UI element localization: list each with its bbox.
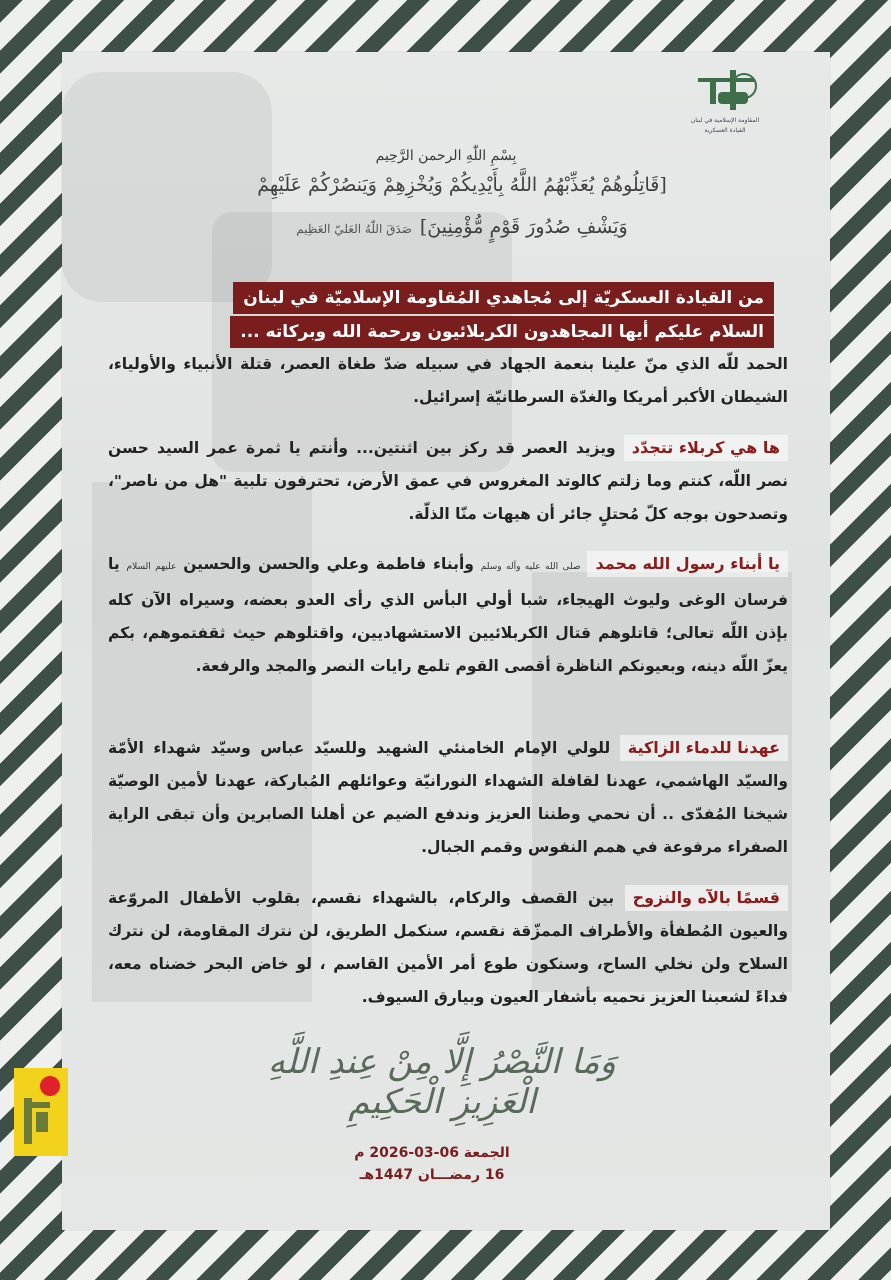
basmala: بِسْمِ اللّٰهِ الرحمن الرَّحِيم [375,148,517,164]
date-block [322,1142,542,1186]
blessing-prophet: صلى الله عليه وآله وسلم [480,562,581,572]
paragraph-praise: الحمد للّه الذي منّ علينا بنعمة الجهاد في سبيله ضدّ طغاة العصر، قتلة الأنبياء والأولياء، الشيطان الأكبر أمريكا والغدّة السرطانيّة إسرائيل. [108,355,788,406]
paragraph-oath-text: بين القصف والركام، بالشهداء نقسم، بقلوب الأطفال المروّعة والعيون المُطفأة والأطراف الممزّقة نقسم، سنكمل الطريق، لن نترك المقاومة، لن نترك السلاح ولن نخلي الساح، وسنكون طوع أمر الأمين القاسم ، لو خاض البحر خضناه معه، فداءً لشعبنا العزيز نحميه بأشفار العيون وبيارق السيوف. [108,889,788,1006]
gregorian-date: الجمعة 06-03-2026 م [354,1145,510,1161]
paragraph-karbala-text: ويزيد العصر قد ركز بين اثنتين... وأنتم يا ثمرة عمر السيد حسن نصر اللّه، كنتم وما زلتم كالوتد المغروس في عمق الأرض، تحترفون تلبية "هل من ناصر"، وتصدحون بوجه كلّ مُحتلٍ جائر أن هيهات منّا الذلّة. [108,439,788,523]
highlight-sons: يا أبناء رسول الله محمد [587,551,788,577]
logo-caption-1: المقاومة الإسلامية في لبنان [690,117,760,124]
verse-line-1: [قَاتِلُوهُمْ يُعَذِّبْهُمُ اللَّهُ بِأَيْدِيكُمْ وَيُخْزِهِمْ وَيَنصُرْكُمْ عَلَيْهِمْ [257,174,667,196]
paragraph-sons-text-1: وأبناء فاطمة وعلي والحسن والحسين [176,555,481,573]
paragraph-karbala [108,432,788,531]
statement-document [62,52,830,1230]
paragraph-sons-text-2: يا فرسان الوغى وليوث الهيجاء، شبا أولي البأس الذي رأى العدو بعضه، وسيراه الآن كله بإذن اللّه تعالى؛ قاتلوهم قتال الكربلائيين الاستشهاديين، واقتلوهم حيث ثقفتموهم، بكم يعزّ اللّه دينه، وبعيونكم الناظرة أقصى القوم تلمع رايات النصر والمجد والرفعة. [108,555,788,675]
paragraph-sons [108,548,788,683]
closing-calligraphy: وَمَا النَّصْرُ إِلَّا مِنْ عِندِ اللَّهِ الْعَزِيزِ الْحَكِيمِ [268,1042,616,1122]
paragraph-pledge [108,732,788,864]
address-line-2: السلام عليكم أيها المجاهدون الكربلائيون ورحمة الله وبركاته ... [230,316,774,348]
address-line-1: من القيادة العسكريّة إلى مُجاهدي المُقاومة الإسلاميّة في لبنان [233,282,774,314]
paragraph-oath [108,882,788,1014]
highlight-pledge: عهدنا للدماء الزاكية [620,735,788,761]
verse-line-2-text: وَيَشْفِ صُدُورَ قَوْمٍ مُّؤْمِنِينَ] [419,216,628,238]
hijri-date: 16 رمضـــان 1447هـ [359,1167,505,1183]
verse-line-2 [162,216,762,238]
blessing-imams: عليهم السلام [126,562,177,572]
sadaq-text: صَدَقَ اللّٰهُ العَليّ العَظِيم [296,222,412,236]
logo-caption-2: القيادة العسكرية [704,127,746,134]
paragraph-pledge-text: للولي الإمام الخامنئي الشهيد وللسيّد عباس وسيّد شهداء الأمّة والسيّد الهاشمي، عهدنا لقافلة الشهداء النورانيّة وعوائلهم المُباركة، عهدنا لأمين الوصيّة شيخنا المُفدّى .. أن نحمي وطننا العزيز وندفع الضيم عن أهلنا الصابرين وأن تبقى الراية الصفراء مرفوعة في همم النفوس وقمم الجبال. [108,739,788,856]
highlight-karbala: ها هي كربلاء تتجدّد [624,435,788,461]
highlight-oath: قسمًا بالآه والنزوح [625,885,788,911]
yellow-flag-logo-icon [14,1068,68,1156]
